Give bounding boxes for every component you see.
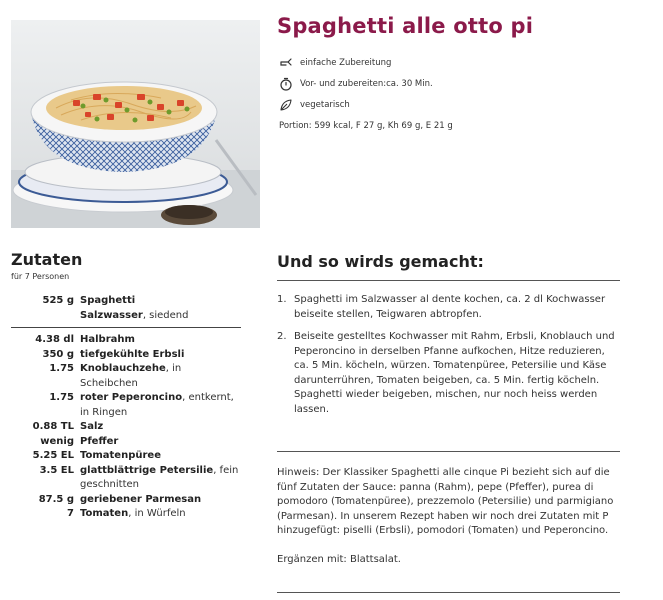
- ingredient-name: roter Peperoncino: [80, 392, 183, 403]
- ingredient-qty: [11, 309, 74, 324]
- ingredient-qty: 525 g: [42, 295, 74, 306]
- ingredient-qty: 1.75: [49, 392, 74, 403]
- ingredient-name: Pfeffer: [80, 435, 119, 447]
- ingredient-row: [11, 309, 241, 324]
- meta-time: [279, 73, 649, 94]
- ingredient-detail: , in Scheibchen: [80, 363, 182, 389]
- step-number: 2.: [277, 331, 287, 342]
- ingredient-qty: 350 g: [42, 348, 74, 360]
- step-text: Spaghetti im Salzwasser al dente kochen, ca. 2 dl Kochwasser beiseite stellen, Teigwaren abtropfen.: [294, 294, 606, 320]
- ingredient-name: Spaghetti: [80, 295, 136, 306]
- ingredient-qty: 4.38 dl: [35, 334, 74, 345]
- leaf-icon: [279, 98, 293, 112]
- ingredient-qty: 3.5 EL: [39, 464, 74, 476]
- ingredient-name: tiefgekühlte Erbsli: [80, 348, 185, 360]
- ingredient-name: Halbrahm: [80, 334, 135, 345]
- recipe-meta: [279, 52, 649, 115]
- step-1: [277, 293, 617, 322]
- timer-icon: [279, 77, 293, 91]
- meta-difficulty-text: einfache Zubereitung: [300, 57, 392, 68]
- ingredient-row: [11, 435, 241, 450]
- ingredients-list: [11, 294, 241, 531]
- ingredient-name: Salz: [80, 421, 104, 432]
- ingredient-qty: 1.75: [49, 363, 74, 374]
- ingredient-group-sauce: [11, 333, 241, 526]
- step-2: [277, 330, 617, 417]
- ingredient-name: geriebener Parmesan: [80, 493, 202, 505]
- servings-text: für 7 Personen: [11, 272, 70, 281]
- recipe-title: Spaghetti alle otto pi: [277, 14, 534, 38]
- divider: [277, 280, 620, 281]
- ingredient-qty: 87.5 g: [38, 493, 74, 505]
- serving-suggestion: Ergänzen mit: Blattsalat.: [277, 554, 401, 565]
- meta-vegetarian: [279, 94, 649, 115]
- ingredient-row: [11, 507, 241, 522]
- ingredient-row: [11, 391, 241, 420]
- ingredients-heading: Zutaten: [11, 250, 83, 269]
- method-heading: Und so wirds gemacht:: [277, 252, 484, 271]
- ingredient-row: [11, 333, 241, 348]
- ingredient-group-pasta: [11, 294, 241, 328]
- ingredient-name: Salzwasser: [80, 309, 143, 321]
- ingredient-row: [11, 464, 241, 493]
- portion-info: Portion: 599 kcal, F 27 g, Kh 69 g, E 21 g: [279, 121, 453, 131]
- step-text: Beiseite gestelltes Kochwasser mit Rahm, Erbsli, Knoblauch und Peperoncino in derselben Pfanne aufkochen, Hitze reduzieren, ca. 5 Min. köcheln, würzen. Tomatenpüree, Petersilie und Käse darunterrühren, Tomaten beigeben, ca. 5 Min. fertig köcheln. Spaghetti wieder beigeben, mischen, nur noch heiss werden lassen.: [294, 331, 615, 415]
- ingredient-qty: 0.88 TL: [32, 421, 74, 432]
- cutting-icon: [279, 56, 293, 70]
- ingredient-row: [11, 493, 241, 508]
- ingredient-row: [11, 348, 241, 363]
- method-steps: [277, 293, 617, 425]
- ingredient-name: Tomaten: [80, 508, 129, 519]
- ingredient-name: glattblättrige Petersilie: [80, 464, 214, 476]
- ingredient-row: [11, 362, 241, 391]
- ingredient-detail: , siedend: [142, 309, 189, 321]
- divider: [277, 592, 620, 593]
- ingredient-detail: , entkernt, in Ringen: [80, 392, 234, 418]
- step-number: 1.: [277, 294, 287, 305]
- divider: [277, 451, 620, 452]
- ingredient-name: Tomatenpüree: [80, 450, 161, 461]
- pasta-dish-image: [11, 20, 260, 228]
- ingredient-qty: 5.25 EL: [32, 450, 74, 461]
- ingredient-row: [11, 294, 241, 309]
- ingredient-qty: 7: [67, 508, 74, 519]
- ingredient-name: Knoblauchzehe: [80, 363, 166, 374]
- meta-time-text: Vor- und zubereiten:ca. 30 Min.: [300, 78, 433, 89]
- meta-vegetarian-text: vegetarisch: [300, 99, 350, 110]
- ingredient-detail: , in Würfeln: [128, 508, 186, 519]
- ingredient-detail: , fein geschnitten: [80, 464, 239, 490]
- meta-difficulty: [279, 52, 649, 73]
- recipe-photo: [11, 20, 260, 228]
- ingredient-qty: wenig: [40, 435, 74, 447]
- ingredient-row: [11, 420, 241, 435]
- hint-text: Hinweis: Der Klassiker Spaghetti alle cinque Pi bezieht sich auf die fünf Zutaten der Sauce: panna (Rahm), pepe (Pfeffer), purea di pomodoro (Tomatenpüree), prezzemolo (Petersilie) und parmigiano (Parmesan). In unserem Rezept haben wir noch drei Zutaten mit P hinzugefügt: piselli (Erbsli), pomodori (Tomaten) und Peperoncino.: [277, 467, 614, 536]
- ingredient-row: [11, 449, 241, 464]
